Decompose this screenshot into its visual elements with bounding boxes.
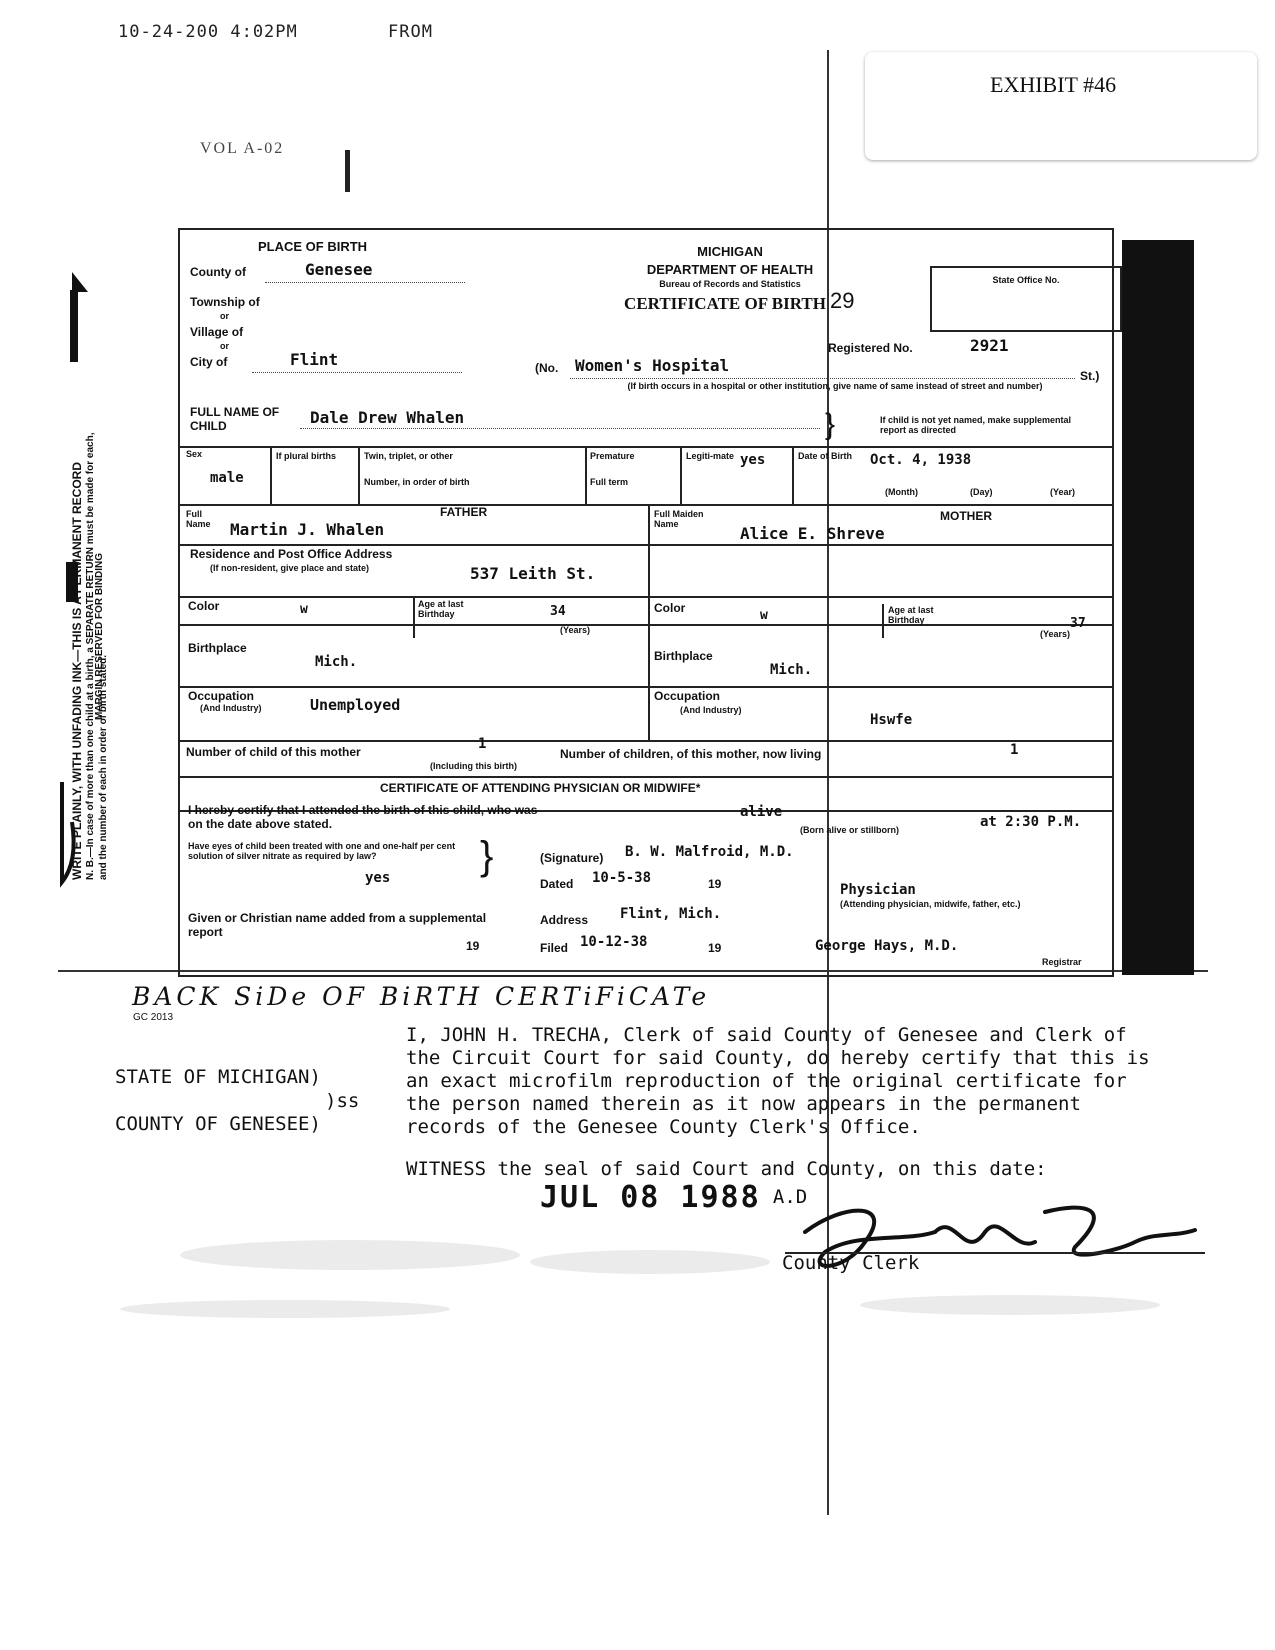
place-of-birth-title: PLACE OF BIRTH: [258, 239, 368, 254]
legitimate-label: Legiti-mate: [686, 451, 735, 461]
father-birthplace-label: Birthplace: [188, 641, 247, 655]
film-edge-shadow: [1122, 240, 1194, 975]
date-stated-label: on the date above stated.: [188, 817, 333, 831]
number-order-label: Number, in order of birth: [364, 477, 470, 487]
father-industry-label: (And Industry): [200, 703, 262, 713]
city-label: City of: [190, 355, 228, 369]
clerk-text-line-5: records of the Genesee County Clerk's Office.: [406, 1116, 921, 1138]
mother-birthplace-value: Mich.: [770, 662, 813, 678]
living-label: Number of children, of this mother, now living: [560, 747, 822, 761]
registrar-label: Registrar: [1042, 957, 1082, 967]
registered-value: 2921: [970, 336, 1009, 355]
clerk-text-line-3: an exact microfilm reproduction of the original certificate for: [406, 1070, 1127, 1092]
margin-line-1: WRITE PLAINLY, WITH UNFADING INK—THIS IS A PERMANENT RECORD: [70, 461, 84, 880]
or-label-1: or: [220, 311, 229, 321]
signature-value: B. W. Malfroid, M.D.: [625, 844, 794, 860]
legitimate-value: yes: [740, 452, 766, 468]
binding-mark: [345, 150, 350, 192]
no-label: (No.: [535, 361, 559, 375]
mother-age-label: Age at last Birthday: [888, 605, 934, 625]
plural-births-label: If plural births: [276, 451, 337, 461]
county-label: County of: [190, 265, 246, 279]
clerk-text-line-4: the person named therein as it now appears in the permanent: [406, 1093, 1081, 1115]
full-name-value: Dale Drew Whalen: [310, 408, 465, 427]
margin-line-3: N. B.—In case of more than one child at a birth, a SEPARATE RETURN must be made for each,: [85, 432, 96, 880]
clerk-text-line-1: I, JOHN H. TRECHA, Clerk of said County of Genesee and Clerk of: [406, 1024, 1127, 1046]
father-color-value: w: [300, 602, 308, 617]
sex-label: Sex: [186, 449, 203, 459]
signature-label: (Signature): [540, 851, 604, 865]
margin-binding-note: MARGIN RESERVED FOR BINDING: [94, 552, 105, 720]
ss-mark: )ss: [325, 1090, 360, 1112]
county-clerk-title: County Clerk: [782, 1252, 920, 1274]
address-value: Flint, Mich.: [620, 906, 722, 922]
mother-name-value: Alice E. Shreve: [740, 524, 885, 543]
village-label: Village of: [190, 325, 244, 339]
residence-note: (If non-resident, give place and state): [210, 563, 370, 573]
premature-label: Premature: [590, 451, 635, 461]
clerk-text-line-2: the Circuit Court for said County, do hereby certify that this is: [406, 1047, 1150, 1069]
mother-color-value: w: [760, 608, 768, 623]
sex-value: male: [210, 470, 244, 486]
father-title: FATHER: [440, 505, 488, 519]
registrar-value: George Hays, M.D.: [815, 938, 959, 954]
department-title: DEPARTMENT OF HEALTH: [646, 262, 814, 277]
registered-label: Registered No.: [828, 341, 913, 355]
county-value: Genesee: [305, 260, 373, 279]
full-term-label: Full term: [590, 477, 629, 487]
ad-label: , A.D: [750, 1186, 808, 1208]
form-code: GC 2013: [133, 1012, 174, 1023]
birth-certificate: PLACE OF BIRTH County of Genesee Township of or Village of or City of Flint MICHIGAN DEPARTMENT OF HEALTH Bureau of Records and Statistics CERTIFICATE OF BIRTH 29 Registered No. 2921 (No. Women's Hospital St.) (If birth occurs in a hospital or other institution, give name of same instead of street and number) FULL NAME OF CHILD Dale Drew Whalen } If child is not yet named, make supplemental report as directed Sex male If plural births Twin, triplet, or other Number, in order of birth Premature Full term Legiti-mate yes Date of Birth Oct. 4, 1938 (Month) (Day) (Year) FATHER MOTHER Full Name Martin J. Whalen Full Maiden Name Alice E. Shreve Residence and Post Office Address (If non-resident, give place and state) 537 Leith St. Color w Age at last Birthday 34 (Years) Color w Age at last Birthday 37 (Years) Birthplace Mich. Birthplace Mich. Occupation (And Industry) Unemployed Occupation (And Industry) Hswfe Number of child of this mother 1 (Including this birth) Number of children, of this mother, now living 1 CERTIFICATE OF ATTENDING PHYSICIAN OR MIDWIFE* I hereby certify that I attended the birth of this child, who was on the date above stated. alive at 2:30 P.M. (Born alive or stillborn) Have eyes of child been treated with one and one-half per cent solution of silver nitrate as required by law? yes } (Signature) B. W. Malfroid, M.D. Dated 10-5-38 19 Physician (Attending physician, midwife, father, etc.) Given or Christian name added from a supplemental report 19 Address Flint, Mich. Filed 10-12-38 19 George Hays, M.D. Registrar: [178, 228, 1114, 977]
st-label: St.): [1080, 369, 1100, 383]
twins-label: Twin, triplet, or other: [364, 451, 453, 461]
date-of-birth-label: Date of Birth: [798, 451, 852, 461]
bureau-title: Bureau of Records and Statistics: [659, 279, 801, 289]
filed-value: 10-12-38: [580, 934, 648, 950]
mother-title: MOTHER: [940, 509, 992, 523]
physician-note: (Attending physician, midwife, father, etc.): [840, 899, 1021, 909]
margin-line-4: and the number of each in order of birth stated.: [97, 654, 109, 880]
father-birthplace-value: Mich.: [315, 654, 358, 670]
mother-birthplace-label: Birthplace: [654, 649, 713, 663]
date-of-birth-value: Oct. 4, 1938: [870, 452, 972, 468]
year-label: (Year): [1050, 487, 1076, 497]
filed-year-label: 19: [708, 941, 722, 955]
hospital-note: (If birth occurs in a hospital or other institution, give name of same instead of street and number): [627, 381, 1043, 391]
dated-value: 10-5-38: [592, 870, 652, 886]
state-office-box: [930, 266, 1122, 332]
mother-color-label: Color: [654, 601, 686, 615]
dated-year-label: 19: [708, 877, 722, 891]
eyes-treated-label: Have eyes of child been treated with one and one-half per cent solution of silver nitrate as required by law?: [188, 841, 456, 861]
hospital-value: Women's Hospital: [575, 356, 730, 375]
township-label: Township of: [190, 295, 260, 309]
father-age-label: Age at last Birthday: [418, 599, 464, 619]
eyes-treated-value: yes: [365, 870, 391, 886]
father-occupation-value: Unemployed: [310, 696, 401, 714]
or-label-2: or: [220, 341, 229, 351]
volume-mark: VOL A-02: [200, 140, 285, 157]
certify-value: alive: [740, 804, 783, 820]
father-years-label: (Years): [560, 625, 591, 635]
living-value: 1: [1010, 742, 1019, 758]
certify-label: I hereby certify that I attended the birth of this child, who was: [188, 803, 538, 817]
mother-years-label: (Years): [1040, 629, 1071, 639]
witness-statement: WITNESS the seal of said Court and County, on this date:: [406, 1158, 1047, 1180]
mother-industry-label: (And Industry): [680, 705, 742, 715]
father-occupation-label: Occupation: [188, 689, 255, 703]
certificate-number-handwritten: 29: [830, 288, 855, 313]
state-office-label: State Office No.: [992, 275, 1060, 285]
including-label: (Including this birth): [430, 761, 517, 771]
address-label: Address: [540, 913, 589, 927]
father-age-value: 34: [550, 604, 566, 619]
given-name-label: Given or Christian name added from a supplemental report: [188, 911, 487, 939]
filed-label: Filed: [540, 941, 569, 955]
physician-label: Physician: [840, 882, 916, 898]
county-of-genesee: COUNTY OF GENESEE): [115, 1113, 321, 1135]
mother-name-label: Full Maiden Name: [654, 509, 704, 529]
state-title: MICHIGAN: [697, 244, 763, 259]
mother-age-value: 37: [1070, 616, 1086, 631]
given-name-year-label: 19: [466, 939, 480, 953]
city-value: Flint: [290, 350, 339, 369]
state-of-michigan: STATE OF MICHIGAN): [115, 1066, 321, 1088]
residence-label: Residence and Post Office Address: [190, 547, 393, 561]
children-label: Number of child of this mother: [186, 745, 361, 759]
time-of-birth-value: at 2:30 P.M.: [980, 814, 1082, 830]
seal-date-stamp: JUL 08 1988: [540, 1180, 761, 1215]
physician-title: CERTIFICATE OF ATTENDING PHYSICIAN OR MIDWIFE*: [380, 781, 701, 795]
father-name-label: Full Name: [186, 509, 211, 529]
children-value: 1: [478, 736, 487, 752]
day-label: (Day): [970, 487, 993, 497]
mother-occupation-label: Occupation: [654, 689, 721, 703]
month-label: (Month): [885, 487, 918, 497]
back-side-caption: BACK SiDe OF BiRTH CERTiFiCATe: [132, 982, 711, 1011]
mother-occupation-value: Hswfe: [870, 712, 913, 728]
exhibit-sticker: [865, 52, 1257, 160]
not-named-note: If child is not yet named, make supplemental report as directed: [880, 415, 1072, 435]
alive-note: (Born alive or stillborn): [800, 825, 900, 835]
father-name-value: Martin J. Whalen: [230, 520, 385, 539]
dated-label: Dated: [540, 877, 574, 891]
certificate-title: CERTIFICATE OF BIRTH: [624, 294, 826, 313]
fax-from-label: FROM: [388, 22, 433, 42]
exhibit-label: EXHIBIT #46: [990, 72, 1117, 97]
fax-timestamp: 10-24-200 4:02PM: [118, 22, 298, 42]
residence-value: 537 Leith St.: [470, 564, 596, 583]
full-name-label: FULL NAME OF CHILD: [190, 405, 280, 433]
father-color-label: Color: [188, 599, 220, 613]
